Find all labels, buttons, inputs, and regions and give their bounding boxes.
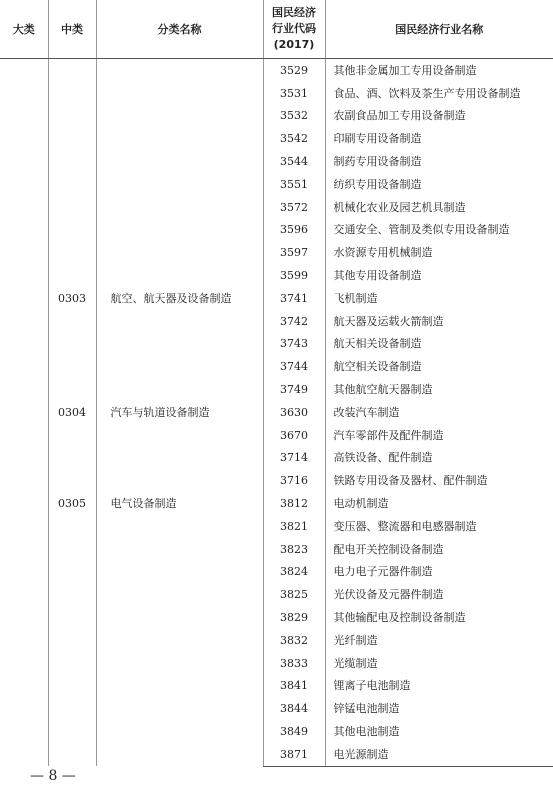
industry-code: 3599 (263, 264, 325, 287)
industry-code: 3821 (263, 515, 325, 538)
category-name (96, 59, 263, 287)
industry-name: 交通安全、管制及类似专用设备制造 (325, 219, 553, 242)
header-industry-code (263, 0, 325, 59)
table-header-row (0, 0, 553, 59)
table-row (0, 59, 553, 82)
category-name: 航空、航天器及设备制造 (96, 287, 263, 401)
industry-name: 航空相关设备制造 (325, 355, 553, 378)
industry-code: 3829 (263, 606, 325, 629)
industry-name: 光缆制造 (325, 652, 553, 675)
zhonglei-code: 0304 (48, 401, 96, 492)
industry-code: 3630 (263, 401, 325, 424)
industry-name: 高铁设备、配件制造 (325, 447, 553, 470)
industry-name: 食品、酒、饮料及茶生产专用设备制造 (325, 82, 553, 105)
industry-name: 农副食品加工专用设备制造 (325, 105, 553, 128)
industry-name: 水资源专用机械制造 (325, 241, 553, 264)
industry-code: 3812 (263, 492, 325, 515)
industry-code: 3742 (263, 310, 325, 333)
header-code-line1: 国民经济 (272, 6, 316, 19)
industry-code: 3844 (263, 697, 325, 720)
industry-name: 其他非金属加工专用设备制造 (325, 59, 553, 82)
industry-code: 3832 (263, 629, 325, 652)
industry-code: 3529 (263, 59, 325, 82)
industry-name: 光伏设备及元器件制造 (325, 583, 553, 606)
category-name: 汽车与轨道设备制造 (96, 401, 263, 492)
table-row (0, 492, 553, 515)
header-dalei: 大类 (0, 0, 48, 59)
industry-name: 电力电子元器件制造 (325, 561, 553, 584)
industry-name: 铁路专用设备及器材、配件制造 (325, 469, 553, 492)
table-row (0, 287, 553, 310)
industry-code: 3551 (263, 173, 325, 196)
industry-name: 飞机制造 (325, 287, 553, 310)
industry-name: 光纤制造 (325, 629, 553, 652)
industry-code: 3716 (263, 469, 325, 492)
industry-code: 3841 (263, 675, 325, 698)
header-category-name: 分类名称 (96, 0, 263, 59)
industry-name: 其他电池制造 (325, 720, 553, 743)
industry-name: 其他输配电及控制设备制造 (325, 606, 553, 629)
header-industry-name: 国民经济行业名称 (325, 0, 553, 59)
industry-code: 3749 (263, 378, 325, 401)
industry-name: 机械化农业及园艺机具制造 (325, 196, 553, 219)
industry-code: 3744 (263, 355, 325, 378)
industry-name: 纺织专用设备制造 (325, 173, 553, 196)
industry-code: 3849 (263, 720, 325, 743)
dalei-cell (0, 59, 48, 767)
industry-name: 锂离子电池制造 (325, 675, 553, 698)
industry-code: 3670 (263, 424, 325, 447)
industry-code: 3542 (263, 127, 325, 150)
industry-code: 3741 (263, 287, 325, 310)
zhonglei-code: 0305 (48, 492, 96, 766)
industry-name: 印刷专用设备制造 (325, 127, 553, 150)
industry-code: 3544 (263, 150, 325, 173)
header-zhonglei: 中类 (48, 0, 96, 59)
industry-code: 3823 (263, 538, 325, 561)
industry-code: 3597 (263, 241, 325, 264)
zhonglei-code: 0303 (48, 287, 96, 401)
industry-name: 汽车零部件及配件制造 (325, 424, 553, 447)
industry-name: 变压器、整流器和电感器制造 (325, 515, 553, 538)
industry-name: 制药专用设备制造 (325, 150, 553, 173)
header-code-line2: 行业代码 (272, 22, 316, 35)
industry-code: 3743 (263, 333, 325, 356)
page-number: — 8 — (30, 768, 76, 784)
table-row (0, 401, 553, 424)
industry-name: 其他专用设备制造 (325, 264, 553, 287)
category-name: 电气设备制造 (96, 492, 263, 766)
industry-name: 配电开关控制设备制造 (325, 538, 553, 561)
industry-code: 3871 (263, 743, 325, 766)
industry-name: 其他航空航天器制造 (325, 378, 553, 401)
industry-name: 锌锰电池制造 (325, 697, 553, 720)
industry-name: 航天相关设备制造 (325, 333, 553, 356)
industry-code: 3825 (263, 583, 325, 606)
industry-code: 3596 (263, 219, 325, 242)
industry-code: 3714 (263, 447, 325, 470)
industry-name: 电动机制造 (325, 492, 553, 515)
industry-code: 3572 (263, 196, 325, 219)
industry-name: 电光源制造 (325, 743, 553, 766)
table-body (0, 59, 553, 767)
industry-code: 3833 (263, 652, 325, 675)
header-code-line3: (2017) (273, 38, 315, 51)
industry-code: 3824 (263, 561, 325, 584)
industry-name: 改装汽车制造 (325, 401, 553, 424)
industry-name: 航天器及运载火箭制造 (325, 310, 553, 333)
industry-code: 3532 (263, 105, 325, 128)
industry-code: 3531 (263, 82, 325, 105)
zhonglei-code (48, 59, 96, 287)
